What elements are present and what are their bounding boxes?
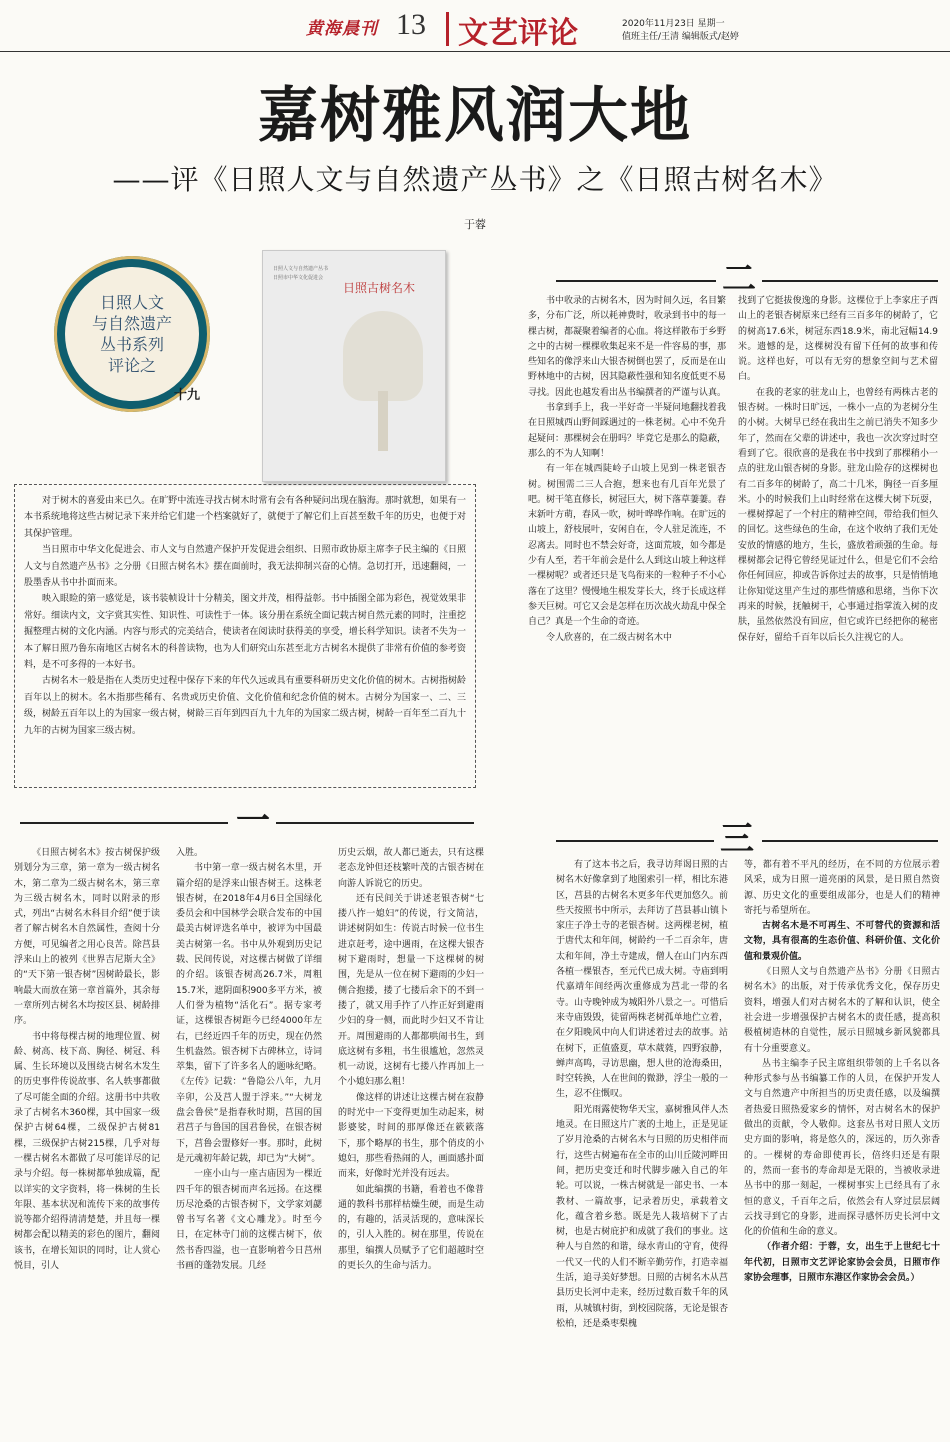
section-one-rule-left: [20, 822, 228, 824]
header-divider: [446, 12, 449, 46]
book-publisher-label: 日照市中华文化促进会: [273, 275, 324, 281]
section-one-mark: 一: [236, 801, 270, 841]
badge-inner: [65, 267, 199, 401]
badge-line: 丛书系列: [99, 335, 164, 354]
book-cover-image: [262, 250, 446, 482]
paragraph: 书中收录的古树名木，因为时间久远，名目繁多，分布广泛，所以耗神费时，收录到书中的每一棵古树，都凝聚着编者的心血。将这样散布于乡野之中的古树一棵棵收集起来不是一件容易的事，那些知名的像浮来山大银杏树倒也罢了，反而是在山野林地中的古树，因其隐蔽性强和知名度低更不易寻找。因此也越发看出丛书编撰者的严谨与认真。: [528, 296, 726, 398]
column-one-b: [176, 846, 322, 1438]
section-three-rule-right: [762, 840, 938, 842]
column-two-b: [738, 294, 938, 794]
intro-paragraph: 古树名木一般是指在人类历史过程中保存下来的年代久远或具有重要科研历史文化价值的树木。古树指树龄百年以上的树木。名木指那些稀有、名贵或历史价值、文化价值和纪念价值的树木。古树分为国家一、二、三级，树龄五百年以上的为国家一级古树，树龄三百年到四百九十九年的为国家二级古树，树龄一百年至二百九十九年的古树为国家三级古树。: [24, 676, 466, 736]
header-rule: [0, 51, 950, 52]
paragraph: 历史云烟，故人都已逝去，只有这棵老态龙钟但还枝繁叶茂的古银杏树在向游人诉说它的历史。: [338, 848, 484, 889]
paragraph: 还有民间关于讲述老银杏树“七搂八拃一媳妇”的传说，行文简洁，讲述树阴如生：传说古时候一位书生进京赶考，途中遇雨，在这棵大银杏树下避雨时，想量一下这棵树的树围，先是从一位在树下避雨的少妇一侧合抱搂，搂了七搂后余下的不到一搂了，就又用手拃了八拃正好到避雨少妇的身一侧，而此时少妇又不肯让开。周围避雨的人都都哄闹书生，到底这树有多粗，书生很尴尬，忽然灵机一动说，这树有七搂八拃再加上一个小媳妇那么粗！: [338, 893, 484, 1088]
paragraph: 古树名木是不可再生、不可替代的资源和活文物，具有很高的生态价值、科研价值、文化价值和景观价值。: [744, 921, 940, 962]
paragraph: 书中第一章一级古树名木里，开篇介绍的是浮来山银杏树王。这株老银杏树，在2018年4月6日全国绿化委员会和中国林学会联合发布的中国最美古树评选名单中，被评为中国最美古树第一名。书中从外观到历史记载、民间传说，对这棵古树做了详细的介绍。该银杏树高26.7米，周粗15.7米，遮阴面积900多平方米，被人们誉为植物“活化石”。据专家考证，这棵银杏树距今已经4000年左右，已经近四千年的历史，现在仍然生机盎然。银杏树下古碑林立，诗词萃集，留下了许多名人的题咏纪略。《左传》记载：“鲁隐公八年，九月辛卯，公及莒人盟于浮来。”“大树龙盘会鲁侯”是指春秋时期，莒国的国君莒子与鲁国的国君鲁侯，在银杏树下，莒鲁会盟修好一事。那时，此树是元魂初年龄记载，却已为“大树”。: [176, 863, 322, 1164]
intro-paragraph: 对于树木的喜爱由来已久。在旷野中流连寻找古树木时常有会有各种疑问出现在脑海。那时就想，如果有一本书系统地将这些古树记录下来并给它们建一个档案就好了，就便于了解它们上百甚至数千年的历史，也便于对其保护管理。: [24, 496, 466, 539]
book-series-label: 日照人文与自然遗产丛书: [273, 266, 329, 272]
paragraph: 令人欣喜的，在二级古树名木中: [546, 632, 673, 643]
section-two-mark: 二: [722, 259, 756, 299]
paragraph: 有了这本书之后，我寻访拜谒日照的古树名木好像拿到了地图索引一样，相比东港区，莒县的古树名木更多年代更加悠久。前些天按照书中所示，去拜访了莒县碁山镇卜家庄子净土寺的老银杏树。这两棵老树，植于唐代太和年间，树龄约一千二百余年，唐太和年间，净土寺建成，僧人在山门内东西各植一棵银杏，至元代已成大树。寺庙到明代嘉靖年间经两次重修成为莒北一带的名寺。山寺晚钟成为城阳外八景之一。可惜后来寺庙毁毁，徒留两株老树孤单地伫立着，在夕阳晚风中向人们讲述着过去的故事。站在树下，正值盛夏，草木葳蕤，四野寂静，蝉声高鸣，寻访思幽，想人世的沧海桑田，时空转换，人在世间的微渺，浮尘一般的一生，忍不住慨叹。: [556, 860, 728, 1100]
badge-line: 与自然遗产: [91, 314, 172, 333]
section-two-rule-left: [556, 280, 716, 282]
badge-line: 日照人文: [99, 293, 164, 312]
column-one-c: [338, 846, 484, 1438]
intro-box: [14, 484, 476, 788]
newspaper-name: 黄海晨刊: [306, 19, 378, 39]
column-two-a: [528, 294, 726, 794]
paragraph: 丛书主编李子民主席组织带领的上千名以各种形式参与丛书编纂工作的人员，在保护开发人文与自然遗产中所担当的历史责任感，以及编撰者热爱日照热爱家乡的情怀，对古树名木的保护做出的贡献，令人敬仰。这套丛书对日照人文历史方面的影响，将是悠久的，深远的，历久弥香的。一棵树的寿命即使再长，倍终归还是有限的，然而一套书的寿命却是无限的，当被收录进丛书中的那一刻起，一棵树事实上已经具有了永恒的意义，千百年之后，依然会有人穿过层层阔云找寻到它的身影，进而探寻感怀历史长河中文化的价值和生命的意义。: [744, 1058, 940, 1238]
paragraph: 书中将每棵古树的地理位置、树龄、树高、枝下高、胸径、树冠、科属、生长环境以及围绕古树名木发生的历史事件传说故事、名人轶事都做了尽可能全面的介绍。这册书中共收录了古树名木360棵，其中国家一级保护古树64棵，二级保护古树81棵，三级保护古树215棵，几乎对每一棵古树名木都做了尽可能详尽的记录与介绍。每一株树都单独成篇，配以详实的文字资料，将一株树的生长年限、基本状况和流传下来的故事传说等都介绍得清清楚楚，并且每一棵树都会配以精美的彩色的图片，翻阅该书，在增长知识的同时，让人赏心悦目，引人: [14, 1031, 160, 1272]
column-three-b: [744, 858, 940, 1438]
paragraph: 像这样的讲述让这棵古树在寂静的时光中一下变得更加生动起来，树影婆娑，时间的那厚像还在簌簌落下，那个略厚的书生，那个俏皮的小媳妇，那些看热闹的人，画面感扑面而来，好像时光并没有远去。: [338, 1092, 484, 1180]
author-bio: （作者介绍：于蓉，女，出生于上世纪七十年代初，日照市文艺评论家协会会员，日照市作家协会理事，日照市东港区作家协会会员。）: [744, 1242, 940, 1284]
paragraph: 《日照古树名木》按古树保护级别划分为三章，第一章为一级古树名木，第二章为二级古树名木，第三章为三级古树名木，同时以附录的形式，列出“古树名木科目介绍”便于读者了解古树名木自然属性，查阅十分方便，可见编者之用心良苦。除莒县浮来山上的被列《世界吉尼斯大全》的“天下第一银杏树”因树龄最长，影响最大而放在第一章首篇外，其余每一章所列古树名木均按区县、树龄排序。: [14, 848, 160, 1027]
section-title: 文艺评论: [458, 16, 578, 51]
page-number: 13: [396, 8, 426, 41]
column-three-a: [556, 858, 728, 1438]
badge-line: 评论之: [107, 356, 156, 375]
section-three-mark: 三: [720, 819, 754, 859]
paragraph: 找到了它挺拔俊逸的身影。这棵位于上李家庄子西山上的老银杏树原来已经有三百多年的树龄了，它的树高17.6米，树冠东西18.9米，南北冠幅14.9米。遗憾的是，这棵树没有留下任何的故事和传说。这样也好，可以有无穷的想象空间与艺术留白。: [738, 296, 938, 383]
date-info: [622, 18, 739, 44]
tree-illustration: [343, 311, 423, 401]
paragraph: 阳光雨露使物华天宝，嘉树雅风伴人杰地灵。在日照这片广袤的土地上，正是见证了岁月沧桑的古树名木与日照的历史相伴而行，这些古树遍布在全市的山川丘陵河畔田间，把历史变迁和时代脚步融入自己的年轮。可以说，一株古树就是一部史书、一本教材、一篇故事，记录着历史，承载着文化，蕴含着乡愁。既是先人栽培树下了古树，也是古树庇护和成就了我们的事业。这种人与自然的和谐，绿水青山的守育，使得一代又一代的人们不断辛勤劳作，打造幸福生活，追寻美好梦想。日照的古树名木从莒县历史长河中走来，经历过数百数千年的风雨，从城镇村街，到校园院落，无论是银杏松柏，还是桑枣梨槐: [556, 1104, 728, 1329]
paragraph: 入胜。: [176, 848, 204, 858]
paragraph: 如此编撰的书籍，看着也不像普通的教科书那样枯燥生硬，而是生动的，有趣的，活灵活现的，意味深长的，引人入胜的。树在那里，传说在那里，编撰人员赋予了它们超越时空的更长久的生命与活力。: [338, 1184, 484, 1272]
page-header: [0, 0, 950, 54]
paragraph: 等，都有着不平凡的经历，在不同的方位展示着风采，成为日照一道亮丽的风景，是日照自然资源、历史文化的重要组成部分，也是人们的精神寄托与希望所在。: [744, 860, 940, 916]
paragraph: 一座小山与一座古庙因为一棵近四千年的银杏树而声名远扬。在这棵历尽沧桑的古银杏树下，文学家刘勰曾书写名著《文心雕龙》。时至今日，在定林寺门前的这棵古树下，依然书香四溢，也一直影响着今日莒州书画的蓬勃发展。几经: [176, 1169, 322, 1272]
paragraph: 书拿到手上，我一半好奇一半疑问地翻找着我在日照城西山野间踩遇过的一株老树。心中不免升起疑问：那棵树会在册吗？毕竟它是那么的隐蔽，那么的不为人知啊！: [528, 403, 726, 459]
article-author: 于蓉: [464, 218, 486, 231]
paragraph: 在我的老家的驻龙山上，也曾经有两株古老的银杏树。一株时日旷远，一株小一点的为老树分生的小树。大树早已经在我出生之前已消失不知多少年了，然而在父辈的讲述中，我也一次次穿过时空看到了它。很欣喜的是我在书中找到了那棵稍小一点的驻龙山银杏树的身影。驻龙山险存的这棵树也有二百多年的树龄了，高二十几米，胸径一百多厘米。小的时候我们上山时经常在这棵大树下玩耍，一棵树撑起了一个村庄的精神空间，带给我们恒久的回忆。这些绿色的生命，在这个收纳了我们无处安放的情感的地方，生长，盛放着顽强的生命。每棵树都会记得它曾经见证过什么，但是它们不会给你任何回应，抑或告诉你过去的故事，只是悄悄地让你知觉这里产生过的那些情感和思绪，当你下次再来的时候，抚触树干，心事通过指掌流入树的皮肤，虽然依然没有回应，但它或许已经把你的秘密保存好，留给千百年以后长久注视它的人。: [738, 387, 938, 643]
book-title: 日照古树名木: [343, 281, 416, 295]
date-line: 2020年11月23日 星期一: [622, 19, 725, 29]
article-title: 嘉树雅风润大地: [258, 81, 692, 151]
section-three-rule-left: [556, 840, 714, 842]
section-two-rule-right: [762, 280, 938, 282]
editor-line: 值班主任/王清 编辑版式/赵婷: [622, 32, 739, 42]
section-one-rule-right: [276, 822, 474, 824]
intro-paragraph: 映入眼睑的第一感觉是，该书装帧设计十分精美，图文并茂，相得益彰。书中插图全部为彩色，视觉效果非常好。细读内文，文字赏其实性、知识性、可读性于一体。该分册在系统全面记载古树自然元素的同时，注重挖掘整理古树的文化内涵。内容与形式的完美结合，使读者在阅读时获得美的享受，增长科学知识。读者不失为一本了解日照乃鲁东南地区古树名木的科普读物，也为人们研究山东甚至北方古树名木提供了非常有价值的参考资料，是不可多得的一本好书。: [24, 594, 466, 671]
article-subtitle: ——评《日照人文与自然遗产丛书》之《日照古树名木》: [112, 163, 838, 196]
intro-paragraph: 当日照市中华文化促进会、市人文与自然遗产保护开发促进会组织、日照市政协原主席李子民主编的《日照人文与自然遗产丛书》之分册《日照古树名木》摆在面前时，我无法抑制兴奋的心情。急切打开，迅速翻阅，一股墨香从书中扑面而来。: [24, 545, 466, 589]
paragraph: 有一年在城西陡岭子山坡上见到一株老银杏树。树围需二三人合抱，想来也有几百年光景了吧。树干笔直修长，树冠巨大，树下落草萋萋。春末新叶方萌，春风一吹，树叶哗哗作响。在旷远的山坡上，舒枝展叶，安闲自在，令人驻足流连，不忍离去。同时也不禁会好奇，这面荒坡，如今都是少有人至，若干年前会是什么人到这山坡上种这样一棵树呢？或者还只是飞鸟衔来的一粒种子不小心落在了这里？慢慢地生根发芽长大，终于长成这样参天巨树。可它又会是怎样在历次战火劫乱中保全自己？真是一个生命的奇迹。: [528, 464, 726, 628]
tree-trunk-illustration: [378, 391, 388, 451]
badge-number: 十九: [174, 388, 201, 403]
column-one-a: [14, 846, 160, 1438]
paragraph: 《日照人文与自然遗产丛书》分册《日照古树名木》的出版，对于传承优秀文化，保存历史资料，增强人们对古树名木的了解和认识，使全社会进一步增强保护古树名木的责任感，提高积极植树造林的自觉性，展示日照城乡新风貌都具有十分重要意义。: [744, 967, 940, 1054]
